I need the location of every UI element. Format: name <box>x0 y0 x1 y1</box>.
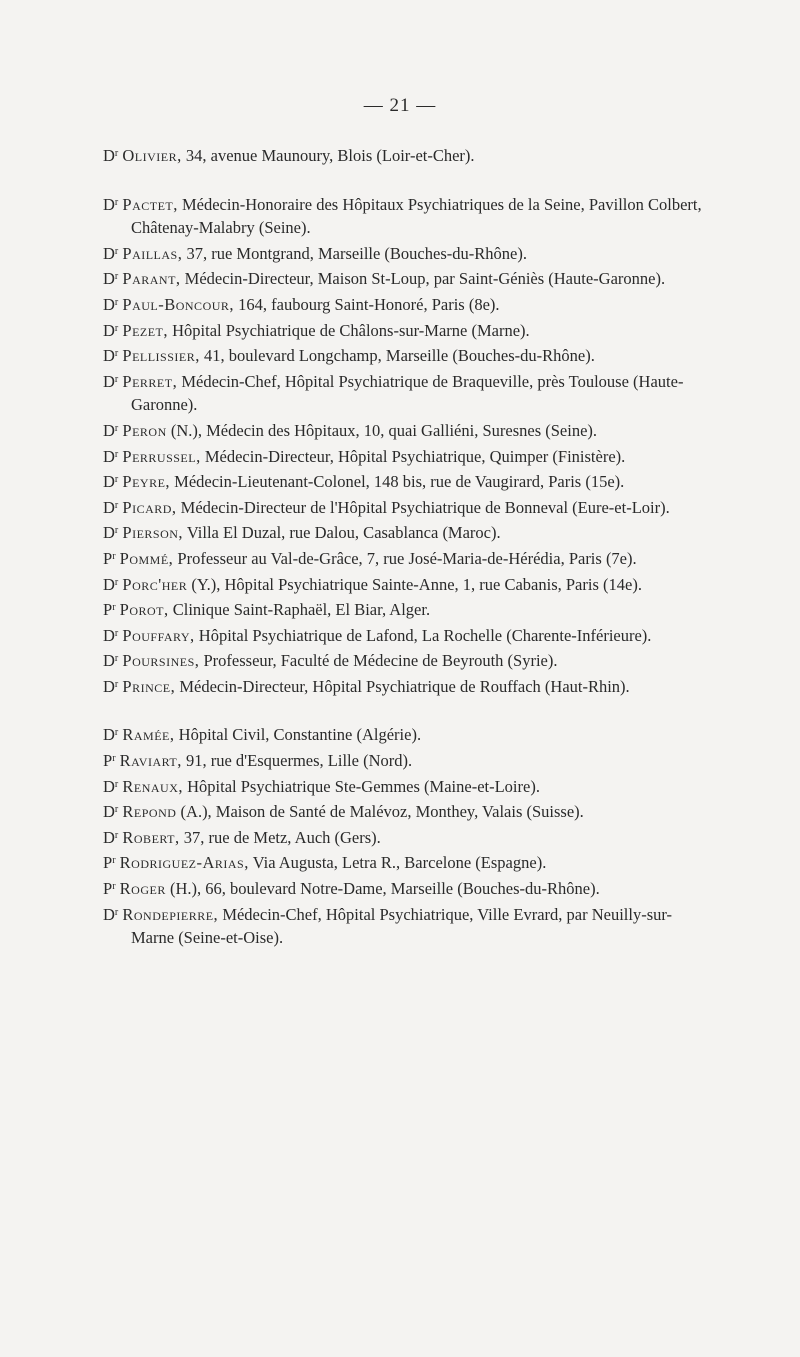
entry-title: $D^r$ <box>103 651 119 671</box>
entry-name: Porot, <box>119 600 169 620</box>
entry-title: $D^r$ <box>103 371 119 391</box>
entry-name: Porc'her <box>122 574 188 594</box>
entry-address: 91, rue d'Esquermes, Lille (Nord). <box>181 751 413 771</box>
list-item <box>103 368 703 417</box>
entry-name: Renaux, <box>122 776 184 796</box>
list-item <box>103 291 703 317</box>
entry-title: $D^r$ <box>103 625 119 645</box>
list-item <box>103 773 703 799</box>
entry-title: $D^r$ <box>103 269 119 289</box>
list-item <box>103 545 703 571</box>
entry-name: Pactet, <box>122 194 178 214</box>
list-item <box>103 317 703 343</box>
list-item <box>103 191 703 240</box>
entry-title: $D^r$ <box>103 725 119 745</box>
list-item <box>103 571 703 597</box>
list-item <box>103 240 703 266</box>
member-list <box>103 142 703 950</box>
entry-title: $D^r$ <box>103 472 119 492</box>
entry-title: $D^r$ <box>103 146 119 165</box>
entry-address: Hôpital Psychiatrique de Lafond, La Rochelle (Charente-Inférieure). <box>194 625 652 645</box>
entry-title: $D^r$ <box>103 420 119 440</box>
entry-address: 34, avenue Maunoury, Blois (Loir-et-Cher). <box>181 146 475 165</box>
entry-title: $P^r$ <box>103 548 116 568</box>
entry-name: Parant, <box>122 269 181 289</box>
entry-address: Via Augusta, Letra R., Barcelone (Espagne). <box>248 853 547 873</box>
entry-title: $P^r$ <box>103 600 116 620</box>
entry-address: (A.), Maison de Santé de Malévoz, Monthey, Valais (Suisse). <box>176 802 584 822</box>
list-item <box>103 747 703 773</box>
entry-name: Rodriguez-Arias, <box>119 853 249 873</box>
entry-name: Peyre, <box>122 472 171 492</box>
entry-address: Médecin-Directeur, Hôpital Psychiatrique, Quimper (Finistère). <box>200 446 626 466</box>
entry-name: Repond <box>122 802 177 822</box>
entry-name: Pezet, <box>122 320 169 340</box>
entry-address: (Y.), Hôpital Psychiatrique Sainte-Anne, 1, rue Cabanis, Paris (14e). <box>187 574 642 594</box>
entry-name: Roger <box>119 879 166 899</box>
entry-address: Hôpital Psychiatrique de Châlons-sur-Marne (Marne). <box>168 320 530 340</box>
list-item <box>103 494 703 520</box>
entry-address: Médecin-Directeur de l'Hôpital Psychiatrique de Bonneval (Eure-et-Loir). <box>176 497 670 517</box>
list-item <box>103 468 703 494</box>
entry-title: $P^r$ <box>103 751 116 771</box>
entry-name: Picard, <box>122 497 177 517</box>
entry-name: Pouffary, <box>122 625 195 645</box>
entry-name: Pierson, <box>122 523 184 543</box>
entry-title: $D^r$ <box>103 294 119 314</box>
entry-name: Rondepierre, <box>122 904 219 924</box>
list-item <box>103 849 703 875</box>
entry-title: $D^r$ <box>103 776 119 796</box>
list-item <box>103 622 703 648</box>
entry-address: Villa El Duzal, rue Dalou, Casablanca (Maroc). <box>183 523 501 543</box>
entry-name: Ramée, <box>122 725 175 745</box>
list-item <box>103 673 703 699</box>
entry-title: $D^r$ <box>103 676 119 696</box>
list-item <box>103 824 703 850</box>
entry-address: Médecin-Honoraire des Hôpitaux Psychiatriques de la Seine, Pavillon Colbert, Châtenay-Malabry (Seine). <box>131 194 702 238</box>
entry-title: $D^r$ <box>103 446 119 466</box>
entry-title: $P^r$ <box>103 853 116 873</box>
entry-title: $P^r$ <box>103 879 116 899</box>
entry-title: $D^r$ <box>103 243 119 263</box>
list-item <box>103 142 703 168</box>
entry-title: $D^r$ <box>103 194 119 214</box>
entry-name: Paillas, <box>122 243 183 263</box>
entry-name: Poursines, <box>122 651 200 671</box>
list-item <box>103 798 703 824</box>
entry-address: Médecin-Chef, Hôpital Psychiatrique, Ville Evrard, par Neuilly-sur-Marne (Seine-et-Oise). <box>131 904 673 948</box>
list-item <box>103 596 703 622</box>
entry-name: Pellissier, <box>122 346 200 366</box>
entry-name: Perrussel, <box>122 446 201 466</box>
entry-address: Clinique Saint-Raphaël, El Biar, Alger. <box>168 600 431 620</box>
list-item <box>103 342 703 368</box>
list-item <box>103 265 703 291</box>
entry-address: (N.), Médecin des Hôpitaux, 10, quai Galliéni, Suresnes (Seine). <box>166 420 598 440</box>
entry-name: Perret, <box>122 371 178 391</box>
entry-title: $D^r$ <box>103 523 119 543</box>
entry-address: 37, rue de Metz, Auch (Gers). <box>179 827 381 847</box>
entry-title: $D^r$ <box>103 346 119 366</box>
entry-address: Médecin-Directeur, Hôpital Psychiatrique de Rouffach (Haut-Rhin). <box>175 676 630 696</box>
entry-name: Robert, <box>122 827 180 847</box>
list-item <box>103 647 703 673</box>
entry-title: $D^r$ <box>103 827 119 847</box>
list-item <box>103 417 703 443</box>
entry-title: $D^r$ <box>103 802 119 822</box>
entry-name: Raviart, <box>119 751 182 771</box>
entry-name: Peron <box>122 420 167 440</box>
page-number: — 21 — <box>363 95 437 116</box>
entry-address: Hôpital Psychiatrique Ste-Gemmes (Maine-et-Loire). <box>183 776 540 796</box>
entry-address: 41, boulevard Longchamp, Marseille (Bouches-du-Rhône). <box>199 346 595 366</box>
entry-title: $D^r$ <box>103 320 119 340</box>
entry-address: Médecin-Lieutenant-Colonel, 148 bis, rue de Vaugirard, Paris (15e). <box>170 472 625 492</box>
list-item <box>103 901 703 950</box>
entry-name: Paul-Boncour, <box>122 294 235 314</box>
entry-address: 164, faubourg Saint-Honoré, Paris (8e). <box>234 294 500 314</box>
entry-title: $D^r$ <box>103 497 119 517</box>
list-item <box>103 721 703 747</box>
list-item <box>103 443 703 469</box>
entry-address: (H.), 66, boulevard Notre-Dame, Marseille (Bouches-du-Rhône). <box>165 879 600 899</box>
entry-name: Olivier, <box>122 146 182 165</box>
entry-title: $D^r$ <box>103 904 119 924</box>
entry-address: Médecin-Chef, Hôpital Psychiatrique de Braqueville, près Toulouse (Haute-Garonne). <box>131 371 684 415</box>
entry-address: 37, rue Montgrand, Marseille (Bouches-du-Rhône). <box>182 243 527 263</box>
list-item <box>103 875 703 901</box>
entry-address: Médecin-Directeur, Maison St-Loup, par Saint-Géniès (Haute-Garonne). <box>180 269 666 289</box>
entry-name: Pommé, <box>119 548 174 568</box>
entry-address: Professeur, Faculté de Médecine de Beyrouth (Syrie). <box>199 651 558 671</box>
entry-address: Hôpital Civil, Constantine (Algérie). <box>174 725 422 745</box>
entry-address: Professeur au Val-de-Grâce, 7, rue José-Maria-de-Hérédia, Paris (7e). <box>173 548 637 568</box>
entry-title: $D^r$ <box>103 574 119 594</box>
entry-name: Prince, <box>122 676 176 696</box>
list-item <box>103 519 703 545</box>
